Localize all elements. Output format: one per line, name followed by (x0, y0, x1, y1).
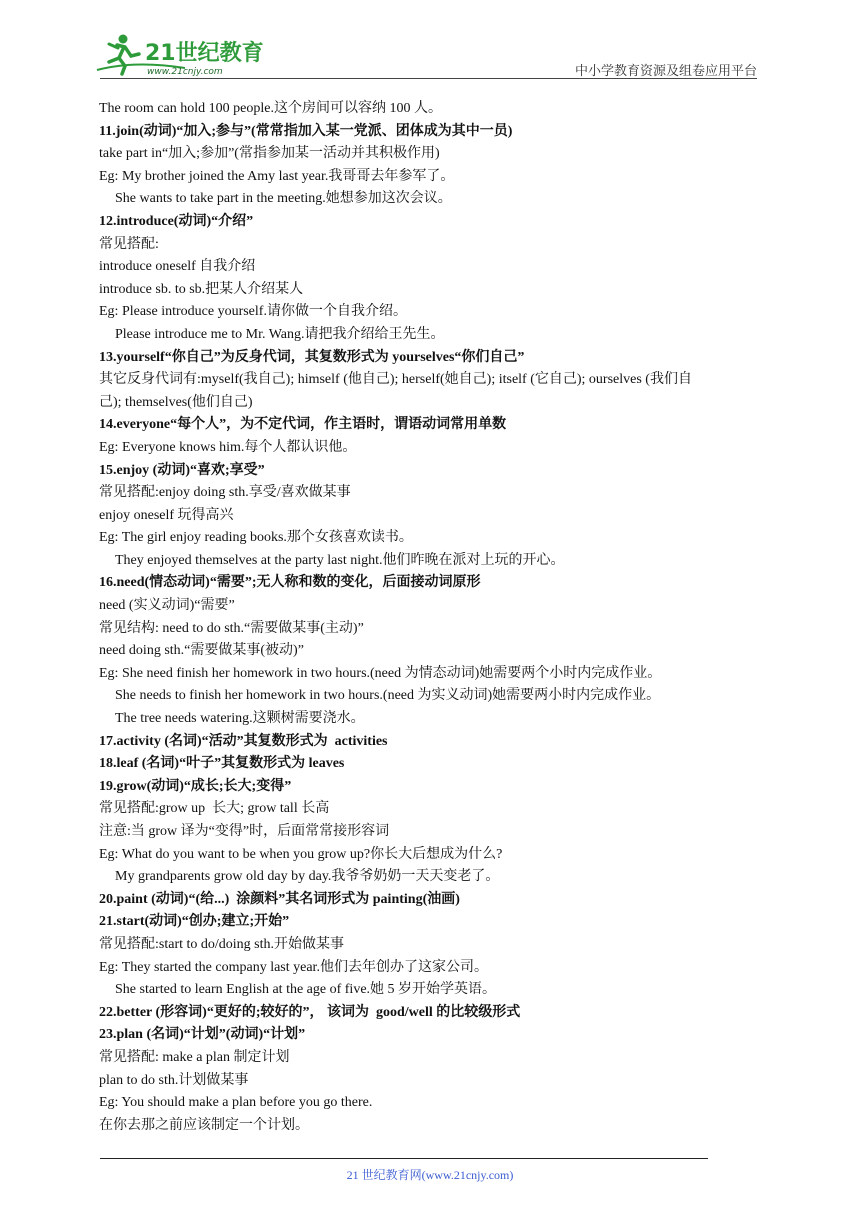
section-heading: 13.yourself“你自己”为反身代词，其复数形式为 yourselves“你们自己” (99, 349, 525, 365)
section-heading: 22.better (形容词)“更好的;较好的”， 该词为 good/well 的比较级形式 (99, 1004, 521, 1020)
text-line: 常见搭配:enjoy doing sth.享受/喜欢做某事 (99, 485, 351, 501)
text-line: 常见搭配:start to do/doing sth.开始做某事 (99, 936, 344, 952)
text-line: Eg: You should make a plan before you go there. (99, 1095, 373, 1111)
platform-name: 中小学教育资源及组卷应用平台 (574, 64, 757, 79)
footer-text: 21 世纪教育网(www.21cnjy.com) (346, 1168, 514, 1182)
section-heading: 15.enjoy (动词)“喜欢;享受” (99, 462, 265, 478)
section-heading: 23.plan (名词)“计划”(动词)“计划” (99, 1027, 306, 1043)
logo-text: 21世纪教育 (145, 41, 264, 66)
page-header (0, 0, 860, 90)
text-line: 常见结构: need to do sth.“需要做某事(主动)” (99, 620, 364, 636)
text-line: 在你去那之前应该制定一个计划。 (99, 1117, 309, 1133)
text-line: She needs to finish her homework in two hours.(need 为实义动词)她需要两小时内完成作业。 (115, 688, 661, 704)
text-line: need doing sth.“需要做某事(被动)” (99, 643, 304, 659)
section-heading: 16.need(情态动词)“需要”;无人称和数的变化，后面接动词原形 (99, 575, 481, 591)
logo-url: www.21cnjy.com (147, 67, 223, 77)
text-line: 其它反身代词有:myself(我自己); himself (他自己); herself(她自己); itself (它自己); ourselves (我们自 (99, 372, 692, 388)
text-line: 常见搭配: (99, 236, 159, 252)
section-heading: 14.everyone“每个人”，为不定代词，作主语时，谓语动词常用单数 (99, 417, 507, 433)
text-line: 常见搭配: make a plan 制定计划 (99, 1049, 290, 1065)
text-line: Eg: Everyone knows him.每个人都认识他。 (99, 439, 357, 455)
section-heading: 19.grow(动词)“成长;长大;变得” (99, 778, 292, 794)
text-line: Eg: What do you want to be when you grow up?你长大后想成为什么? (99, 846, 503, 862)
text-line: 常见搭配:grow up 长大; grow tall 长高 (99, 801, 330, 817)
text-line: enjoy oneself 玩得高兴 (99, 507, 234, 523)
text-line: She wants to take part in the meeting.她想参加这次会议。 (115, 191, 452, 207)
text-line: My grandparents grow old day by day.我爷爷奶奶一天天变老了。 (115, 869, 500, 885)
text-line: introduce sb. to sb.把某人介绍某人 (99, 281, 304, 297)
text-line: The tree needs watering.这颗树需要浇水。 (115, 711, 365, 727)
section-heading: 21.start(动词)“创办;建立;开始” (99, 914, 290, 930)
document-body (99, 98, 764, 1137)
footer-divider (100, 1158, 708, 1159)
text-line: Eg: She need finish her homework in two hours.(need 为情态动词)她需要两个小时内完成作业。 (99, 665, 662, 681)
text-line: need (实义动词)“需要” (99, 598, 235, 614)
text-line: Eg: The girl enjoy reading books.那个女孩喜欢读书。 (99, 530, 413, 546)
section-heading: 11.join(动词)“加入;参与”(常常指加入某一党派、团体成为其中一员) (99, 123, 513, 139)
text-line: The room can hold 100 people.这个房间可以容纳 100 人。 (99, 101, 442, 116)
header-divider (100, 78, 757, 79)
text-line: 己); themselves(他们自己) (99, 394, 253, 410)
text-line: Eg: Please introduce yourself.请你做一个自我介绍。 (99, 304, 407, 320)
text-line: take part in“加入;参加”(常指参加某一活动并其积极作用) (99, 146, 440, 162)
logo-21cnjy-icon (95, 30, 265, 78)
text-line: Eg: My brother joined the Amy last year.我哥哥去年参军了。 (99, 168, 455, 184)
text-line: 注意:当 grow 译为“变得”时，后面常常接形容词 (99, 824, 390, 839)
text-line: She started to learn English at the age of five.她 5 岁开始学英语。 (115, 982, 497, 998)
text-line: introduce oneself 自我介绍 (99, 259, 256, 275)
text-line: plan to do sth.计划做某事 (99, 1072, 249, 1088)
text-line: Eg: They started the company last year.他们去年创办了这家公司。 (99, 959, 488, 975)
section-heading: 17.activity (名词)“活动”其复数形式为 activities (99, 733, 388, 749)
section-heading: 18.leaf (名词)“叶子”其复数形式为 leaves (99, 756, 345, 772)
text-line: Please introduce me to Mr. Wang.请把我介绍给王先生。 (115, 326, 445, 342)
section-heading: 12.introduce(动词)“介绍” (99, 213, 254, 229)
text-line: They enjoyed themselves at the party last night.他们昨晚在派对上玩的开心。 (115, 552, 565, 568)
section-heading: 20.paint (动词)“(给...) 涂颜料”其名词形式为 painting(油画) (99, 891, 460, 907)
